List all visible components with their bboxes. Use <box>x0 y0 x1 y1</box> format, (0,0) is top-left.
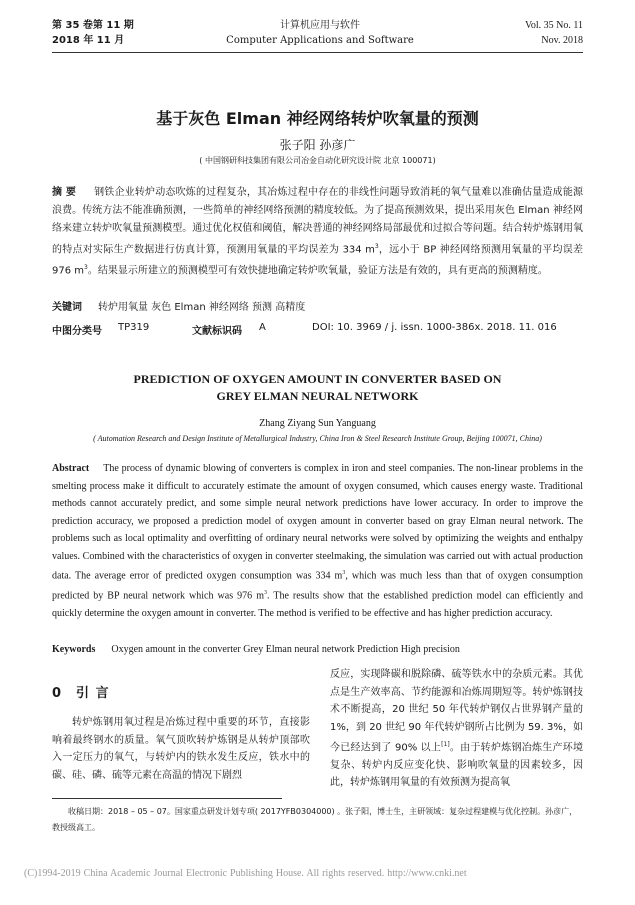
paper-title-cn: 基于灰色 Elman 神经网络转炉吹氧量的预测 <box>156 109 479 128</box>
intro-right-column <box>330 666 583 792</box>
doi: DOI: 10. 3969 / j. issn. 1000-386x. 2018. 11. 016 <box>312 322 557 333</box>
footnote: 收稿日期：2018 – 05 – 07。国家重点研发计划专项( 2017YFB0304000) 。张子阳，博士生，主研领域：复杂过程建模与优化控制。孙彦广，教授级高工。 <box>52 807 578 832</box>
section-number: 0 <box>52 686 63 701</box>
paper-title-en <box>0 371 635 405</box>
abstract-en-text-c: . The results show that the established prediction model can efficiently and quickly determine the oxygen amount in converter. The method is verified to be effective and has higher prediction accuracy. <box>52 590 583 619</box>
abstract-en-label: Abstract <box>52 463 90 474</box>
doc-code-value: A <box>259 322 266 333</box>
affiliation-en: ( Automation Research and Design Institute of Metallurgical Industry, China Iron & Steel Research Institute Group, Beijing 100071, China) <box>93 434 542 443</box>
journal-name-en: Computer Applications and Software <box>226 35 414 46</box>
cnki-watermark: (C)1994-2019 China Academic Journal Electronic Publishing House. All rights reserved. http://www.cnki.net <box>24 868 467 879</box>
intro-right-text-b: 。由于转炉炼钢冶炼生产环境复杂、转炉内反应变化快、影响吹氧量的因素较多，因此，转炉炼钢用氧量的有效预测为提高氧 <box>330 742 583 789</box>
authors-en: Zhang Ziyang Sun Yanguang <box>259 418 376 429</box>
citation-ref: [1] <box>441 741 450 748</box>
doc-code-label: 文献标识码 <box>192 326 242 337</box>
abstract-en <box>52 460 583 622</box>
keywords-cn <box>52 298 583 313</box>
authors-cn: 张子阳 孙彦广 <box>279 138 356 152</box>
abstract-cn-text-b: ，远小于 BP 神经网络预测用氧量的平均误差 976 m <box>52 244 583 277</box>
date-en: Nov. 2018 <box>541 35 583 46</box>
header-divider <box>52 52 583 53</box>
header-journal <box>200 18 440 48</box>
abstract-en-text-a: The process of dynamic blowing of converters is complex in iron and steel companies. The non-linear problems in the smelting process make it difficult to accurately estimate the amount of oxygen consumed, which causes energy waste. Traditional methods cannot accurately predict, and some simple neural network predictions have lower accuracy. In order to improve the prediction accuracy, we proposed a prediction model of oxygen amount in converter based on gray Elman neural network. The problems such as local optimality and overfitting of ordinary neural networks were solved by optimizing the weights and enthalpy values. Combined with the characteristics of oxygen in converter steelmaking, the simulation was carried out with actual production data. The average error of predicted oxygen consumption was 334 m <box>52 463 583 582</box>
clc-label: 中图分类号 <box>52 326 102 337</box>
volume-en: Vol. 35 No. 11 <box>524 20 583 31</box>
intro-left-column: 转炉炼钢用氧过程是冶炼过程中重要的环节，直接影响着最终钢水的质量。氧气顶吹转炉炼钢是从转炉顶部吹入一定压力的氧气，与转炉内的铁水发生反应，铁水中的碳、硅、磷、硫等元素在高温的情况下剧烈 <box>52 717 310 781</box>
header-issue <box>525 18 583 48</box>
abstract-cn-text-c: 。结果显示所建立的预测模型可有效快捷地确定转炉吹氧量，验证方法是有效的，具有更高的预测精度。 <box>87 265 548 277</box>
abstract-cn-sup-b: 3 <box>84 264 88 272</box>
keywords-en-label: Keywords <box>52 644 96 655</box>
section-title: 引 言 <box>76 686 110 701</box>
keywords-cn-text: 转炉用氧量 灰色 Elman 神经网络 预测 高精度 <box>98 302 306 313</box>
paper-title-en-line1: PREDICTION OF OXYGEN AMOUNT IN CONVERTER BASED ON <box>133 372 502 386</box>
abstract-cn <box>52 184 583 281</box>
paper-title-en-line2: GREY ELMAN NEURAL NETWORK <box>216 389 419 403</box>
abstract-cn-text-a: 钢铁企业转炉动态吹炼的过程复杂，其冶炼过程中存在的非线性问题导致消耗的氧气量难以准确估量造成能源浪费。传统方法不能准确预测，一些简单的神经网络预测的精度较低。为了提高预测效果，提出采用灰色 Elman 神经网络来建立转炉吹氧量预测模型。通过优化权值和阈值，解决普通的神经网络局部最优和过拟合等问题。结合转炉炼钢用氧的特点对实际生产数据进行仿真计算，预测用氧量的平均误差为 334 m <box>52 187 584 256</box>
abstract-en-sup-b: 3 <box>263 589 267 596</box>
footnote-divider <box>52 798 282 799</box>
abstract-cn-label: 摘 要 <box>52 187 77 198</box>
abstract-en-sup-a: 3 <box>342 570 346 576</box>
abstract-en-text-b: , which was much less than that of oxygen consumption predicted by BP neural network which was 976 m <box>52 570 583 602</box>
abstract-cn-sup-a: 3 <box>374 243 379 250</box>
clc-value: TP319 <box>118 322 150 333</box>
affiliation-cn: ( 中国钢研科技集团有限公司冶金自动化研究设计院 北京 100071) <box>199 156 436 165</box>
header-volume <box>52 18 134 48</box>
volume-cn: 第 35 卷第 11 期 <box>52 20 134 31</box>
intro-right-text-a: 反应，实现降碳和脱除磷、硫等铁水中的杂质元素。其优点是生产效率高、节约能源和冶炼周期短等。转炉炼钢技术不断提高，20 世纪 50 年代转炉钢仅占世界钢产量的 1%，到 20 世纪 90 年代转炉钢所占比例为 59. 3%，如今已经达到了 90% 以上 <box>330 669 583 754</box>
journal-name-cn: 计算机应用与软件 <box>280 20 360 31</box>
keywords-en-text: Oxygen amount in the converter Grey Elman neural network Prediction High precision <box>111 644 460 655</box>
section-heading <box>52 682 110 701</box>
date-cn: 2018 年 11 月 <box>52 35 125 46</box>
keywords-en <box>52 644 583 655</box>
keywords-cn-label: 关键词 <box>52 302 82 313</box>
